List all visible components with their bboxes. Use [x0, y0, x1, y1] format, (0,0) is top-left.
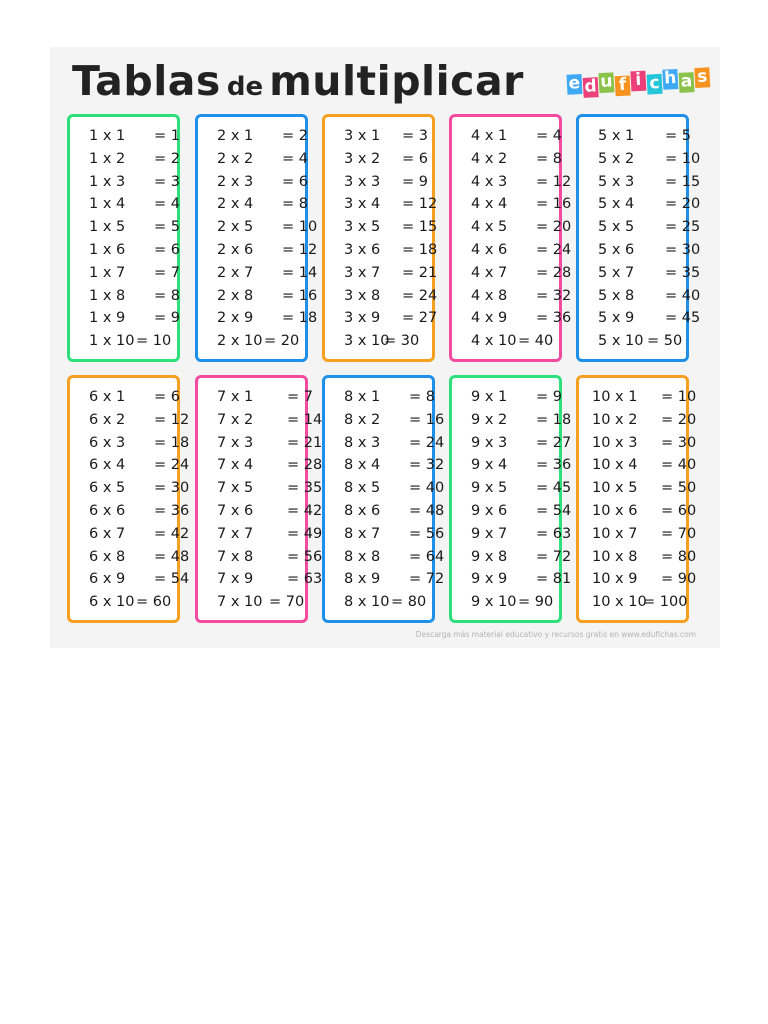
multiplication-expression: 5 x 8 — [598, 287, 635, 304]
multiplication-result: = 35 — [665, 264, 701, 281]
multiplication-expression: 3 x 10 — [344, 333, 390, 350]
multiplication-result: = 48 — [154, 548, 190, 565]
table-card-1 — [67, 114, 180, 362]
multiplication-expression: 8 x 4 — [344, 457, 381, 474]
multiplication-result: = 2 — [282, 128, 308, 144]
multiplication-result: = 32 — [409, 457, 445, 474]
multiplication-expression: 4 x 6 — [471, 242, 508, 258]
multiplication-result: = 8 — [154, 287, 180, 304]
multiplication-expression: 10 x 9 — [592, 571, 638, 588]
multiplication-expression: 5 x 1 — [598, 128, 635, 144]
multiplication-expression: 6 x 5 — [89, 480, 126, 497]
table-card-3 — [322, 114, 438, 362]
multiplication-expression: 5 x 3 — [598, 173, 635, 190]
multiplication-expression: 1 x 7 — [89, 264, 126, 281]
multiplication-expression: 1 x 3 — [89, 173, 126, 190]
logo-letter: s — [694, 67, 710, 88]
logo-letter: u — [599, 71, 613, 93]
multiplication-result: = 54 — [154, 571, 190, 588]
multiplication-expression: 8 x 1 — [344, 389, 381, 405]
multiplication-result: = 42 — [154, 525, 190, 542]
page-title — [72, 57, 524, 109]
table-card-7 — [195, 375, 323, 623]
multiplication-expression: 3 x 6 — [344, 242, 381, 258]
multiplication-expression: 6 x 1 — [89, 389, 126, 405]
multiplication-expression: 5 x 9 — [598, 310, 635, 327]
multiplication-result: = 7 — [287, 389, 313, 405]
multiplication-result: = 45 — [536, 480, 572, 497]
table-card-5 — [576, 114, 701, 362]
multiplication-expression: 5 x 2 — [598, 150, 635, 167]
multiplication-expression: 7 x 4 — [217, 457, 254, 474]
multiplication-expression: 1 x 8 — [89, 287, 126, 304]
multiplication-result: = 28 — [287, 457, 323, 474]
multiplication-result: = 40 — [409, 480, 445, 497]
multiplication-expression: 4 x 8 — [471, 287, 508, 304]
multiplication-result: = 9 — [402, 173, 428, 190]
multiplication-expression: 1 x 2 — [89, 150, 126, 167]
table-card-2 — [195, 114, 318, 362]
multiplication-result: = 30 — [384, 333, 420, 350]
multiplication-result: = 4 — [154, 196, 180, 213]
multiplication-result: = 12 — [536, 173, 572, 190]
multiplication-result: = 72 — [409, 571, 445, 588]
table-card-8 — [322, 375, 445, 623]
multiplication-result: = 80 — [391, 594, 427, 611]
multiplication-expression: 10 x 6 — [592, 503, 638, 519]
logo-letter: e — [568, 73, 581, 94]
multiplication-result: = 3 — [402, 128, 428, 144]
title-word-tablas: Tablas — [72, 57, 221, 105]
multiplication-result: = 60 — [661, 503, 697, 519]
multiplication-result: = 27 — [402, 310, 438, 327]
multiplication-expression: 4 x 4 — [471, 196, 508, 213]
multiplication-result: = 72 — [536, 548, 572, 565]
multiplication-result: = 5 — [665, 128, 691, 144]
multiplication-expression: 10 x 1 — [592, 389, 638, 405]
multiplication-expression: 6 x 8 — [89, 548, 126, 565]
multiplication-expression: 10 x 5 — [592, 480, 638, 497]
multiplication-result: = 45 — [665, 310, 701, 327]
multiplication-result: = 20 — [665, 196, 701, 213]
multiplication-expression: 8 x 5 — [344, 480, 381, 497]
multiplication-result: = 3 — [154, 173, 180, 190]
multiplication-expression: 9 x 10 — [471, 594, 517, 611]
multiplication-result: = 30 — [661, 434, 697, 451]
multiplication-result: = 54 — [536, 503, 572, 519]
title-word-multiplicar: multiplicar — [269, 57, 524, 105]
multiplication-expression: 9 x 6 — [471, 503, 508, 519]
multiplication-result: = 15 — [402, 219, 438, 236]
multiplication-expression: 5 x 7 — [598, 264, 635, 281]
table-card-9 — [449, 375, 572, 623]
multiplication-expression: 9 x 4 — [471, 457, 508, 474]
edufichas-logo — [566, 67, 711, 99]
multiplication-result: = 6 — [282, 173, 308, 190]
multiplication-result: = 60 — [136, 594, 172, 611]
multiplication-expression: 9 x 8 — [471, 548, 508, 565]
multiplication-result: = 42 — [287, 503, 323, 519]
multiplication-result: = 36 — [536, 310, 572, 327]
multiplication-result: = 14 — [282, 264, 318, 281]
multiplication-result: = 36 — [154, 503, 190, 519]
multiplication-expression: 8 x 6 — [344, 503, 381, 519]
multiplication-result: = 30 — [665, 242, 701, 258]
multiplication-result: = 24 — [536, 242, 572, 258]
multiplication-result: = 30 — [154, 480, 190, 497]
multiplication-result: = 5 — [154, 219, 180, 236]
multiplication-result: = 6 — [154, 242, 180, 258]
multiplication-expression: 6 x 2 — [89, 411, 126, 428]
multiplication-result: = 56 — [287, 548, 323, 565]
multiplication-expression: 2 x 8 — [217, 287, 254, 304]
table-card-6 — [67, 375, 190, 623]
multiplication-expression: 2 x 3 — [217, 173, 254, 190]
multiplication-result: = 49 — [287, 525, 323, 542]
multiplication-expression: 2 x 2 — [217, 150, 254, 167]
title-word-de: de — [226, 72, 264, 102]
multiplication-result: = 7 — [154, 264, 180, 281]
multiplication-result: = 8 — [282, 196, 308, 213]
multiplication-expression: 10 x 4 — [592, 457, 638, 474]
multiplication-expression: 2 x 7 — [217, 264, 254, 281]
multiplication-result: = 24 — [154, 457, 190, 474]
multiplication-result: = 28 — [536, 264, 572, 281]
multiplication-expression: 1 x 6 — [89, 242, 126, 258]
multiplication-result: = 18 — [402, 242, 438, 258]
multiplication-result: = 9 — [536, 389, 562, 405]
multiplication-result: = 90 — [661, 571, 697, 588]
multiplication-expression: 9 x 9 — [471, 571, 508, 588]
multiplication-expression: 7 x 5 — [217, 480, 254, 497]
multiplication-expression: 7 x 2 — [217, 411, 254, 428]
multiplication-expression: 4 x 9 — [471, 310, 508, 327]
multiplication-expression: 9 x 3 — [471, 434, 508, 451]
multiplication-expression: 1 x 9 — [89, 310, 126, 327]
multiplication-expression: 6 x 4 — [89, 457, 126, 474]
multiplication-expression: 6 x 7 — [89, 525, 126, 542]
worksheet — [50, 47, 720, 648]
multiplication-result: = 9 — [154, 310, 180, 327]
multiplication-expression: 9 x 1 — [471, 389, 508, 405]
multiplication-expression: 7 x 10 — [217, 594, 263, 611]
multiplication-expression: 9 x 5 — [471, 480, 508, 497]
multiplication-expression: 5 x 6 — [598, 242, 635, 258]
multiplication-expression: 10 x 7 — [592, 525, 638, 542]
multiplication-result: = 18 — [282, 310, 318, 327]
multiplication-result: = 18 — [154, 434, 190, 451]
multiplication-expression: 4 x 1 — [471, 128, 508, 144]
multiplication-result: = 12 — [282, 242, 318, 258]
multiplication-expression: 7 x 7 — [217, 525, 254, 542]
multiplication-result: = 100 — [643, 594, 688, 611]
multiplication-result: = 20 — [536, 219, 572, 236]
multiplication-result: = 10 — [282, 219, 318, 236]
multiplication-result: = 64 — [409, 548, 445, 565]
logo-letter: d — [584, 76, 598, 97]
multiplication-expression: 10 x 2 — [592, 411, 638, 428]
multiplication-expression: 1 x 4 — [89, 196, 126, 213]
multiplication-result: = 63 — [536, 525, 572, 542]
multiplication-expression: 8 x 2 — [344, 411, 381, 428]
multiplication-expression: 2 x 5 — [217, 219, 254, 236]
multiplication-expression: 4 x 7 — [471, 264, 508, 281]
multiplication-result: = 16 — [536, 196, 572, 213]
multiplication-result: = 14 — [287, 411, 323, 428]
multiplication-result: = 6 — [402, 150, 428, 167]
multiplication-expression: 3 x 2 — [344, 150, 381, 167]
multiplication-expression: 3 x 9 — [344, 310, 381, 327]
multiplication-result: = 2 — [154, 150, 180, 167]
multiplication-expression: 3 x 5 — [344, 219, 381, 236]
logo-letter: c — [647, 74, 663, 95]
multiplication-result: = 24 — [402, 287, 438, 304]
multiplication-result: = 10 — [136, 333, 172, 350]
multiplication-result: = 40 — [661, 457, 697, 474]
multiplication-result: = 25 — [665, 219, 701, 236]
multiplication-result: = 32 — [536, 287, 572, 304]
logo-letter: i — [630, 71, 646, 92]
multiplication-expression: 3 x 8 — [344, 287, 381, 304]
multiplication-result: = 8 — [409, 389, 435, 405]
logo-letter: f — [615, 75, 631, 96]
multiplication-result: = 40 — [665, 287, 701, 304]
logo-letter: h — [663, 68, 677, 89]
multiplication-expression: 4 x 3 — [471, 173, 508, 190]
multiplication-result: = 81 — [536, 571, 572, 588]
multiplication-expression: 2 x 10 — [217, 333, 263, 350]
multiplication-result: = 40 — [518, 333, 554, 350]
multiplication-expression: 1 x 10 — [89, 333, 135, 350]
multiplication-expression: 3 x 3 — [344, 173, 381, 190]
multiplication-result: = 20 — [661, 411, 697, 428]
multiplication-result: = 16 — [409, 411, 445, 428]
multiplication-result: = 56 — [409, 525, 445, 542]
multiplication-result: = 50 — [647, 333, 683, 350]
multiplication-result: = 12 — [402, 196, 438, 213]
multiplication-result: = 50 — [661, 480, 697, 497]
multiplication-expression: 6 x 10 — [89, 594, 135, 611]
multiplication-expression: 10 x 8 — [592, 548, 638, 565]
multiplication-expression: 2 x 6 — [217, 242, 254, 258]
multiplication-expression: 4 x 2 — [471, 150, 508, 167]
multiplication-expression: 9 x 7 — [471, 525, 508, 542]
multiplication-result: = 35 — [287, 480, 323, 497]
multiplication-result: = 18 — [536, 411, 572, 428]
multiplication-result: = 1 — [154, 128, 180, 144]
multiplication-result: = 4 — [282, 150, 308, 167]
multiplication-expression: 4 x 10 — [471, 333, 517, 350]
multiplication-expression: 7 x 8 — [217, 548, 254, 565]
multiplication-expression: 1 x 5 — [89, 219, 126, 236]
multiplication-expression: 2 x 1 — [217, 128, 254, 144]
multiplication-expression: 3 x 1 — [344, 128, 381, 144]
logo-letter: a — [680, 71, 693, 92]
multiplication-expression: 7 x 9 — [217, 571, 254, 588]
multiplication-expression: 9 x 2 — [471, 411, 508, 428]
multiplication-result: = 21 — [287, 434, 323, 451]
multiplication-result: = 6 — [154, 389, 180, 405]
multiplication-result: = 27 — [536, 434, 572, 451]
multiplication-expression: 7 x 6 — [217, 503, 254, 519]
multiplication-result: = 20 — [264, 333, 300, 350]
multiplication-expression: 6 x 6 — [89, 503, 126, 519]
multiplication-result: = 63 — [287, 571, 323, 588]
multiplication-result: = 36 — [536, 457, 572, 474]
multiplication-expression: 1 x 1 — [89, 128, 126, 144]
multiplication-result: = 4 — [536, 128, 562, 144]
multiplication-result: = 70 — [269, 594, 305, 611]
multiplication-result: = 24 — [409, 434, 445, 451]
table-card-10 — [576, 375, 697, 623]
multiplication-result: = 8 — [536, 150, 562, 167]
multiplication-result: = 90 — [518, 594, 554, 611]
multiplication-result: = 48 — [409, 503, 445, 519]
multiplication-expression: 5 x 4 — [598, 196, 635, 213]
multiplication-expression: 8 x 7 — [344, 525, 381, 542]
multiplication-expression: 6 x 9 — [89, 571, 126, 588]
multiplication-result: = 21 — [402, 264, 438, 281]
multiplication-expression: 10 x 3 — [592, 434, 638, 451]
multiplication-result: = 16 — [282, 287, 318, 304]
multiplication-expression: 8 x 8 — [344, 548, 381, 565]
multiplication-result: = 15 — [665, 173, 701, 190]
multiplication-expression: 3 x 4 — [344, 196, 381, 213]
multiplication-result: = 10 — [661, 389, 697, 405]
footer-text: Descarga más material educativo y recursos gratis en www.edufichas.com — [415, 630, 696, 639]
multiplication-result: = 70 — [661, 525, 697, 542]
multiplication-result: = 12 — [154, 411, 190, 428]
multiplication-expression: 2 x 4 — [217, 196, 254, 213]
multiplication-expression: 10 x 10 — [592, 594, 647, 611]
multiplication-expression: 8 x 3 — [344, 434, 381, 451]
multiplication-result: = 80 — [661, 548, 697, 565]
multiplication-expression: 3 x 7 — [344, 264, 381, 281]
multiplication-expression: 7 x 3 — [217, 434, 254, 451]
multiplication-expression: 5 x 5 — [598, 219, 635, 236]
multiplication-expression: 6 x 3 — [89, 434, 126, 451]
multiplication-expression: 8 x 10 — [344, 594, 390, 611]
multiplication-expression: 2 x 9 — [217, 310, 254, 327]
multiplication-result: = 10 — [665, 150, 701, 167]
table-card-4 — [449, 114, 572, 362]
multiplication-expression: 7 x 1 — [217, 389, 254, 405]
multiplication-expression: 8 x 9 — [344, 571, 381, 588]
multiplication-expression: 4 x 5 — [471, 219, 508, 236]
multiplication-expression: 5 x 10 — [598, 333, 644, 350]
